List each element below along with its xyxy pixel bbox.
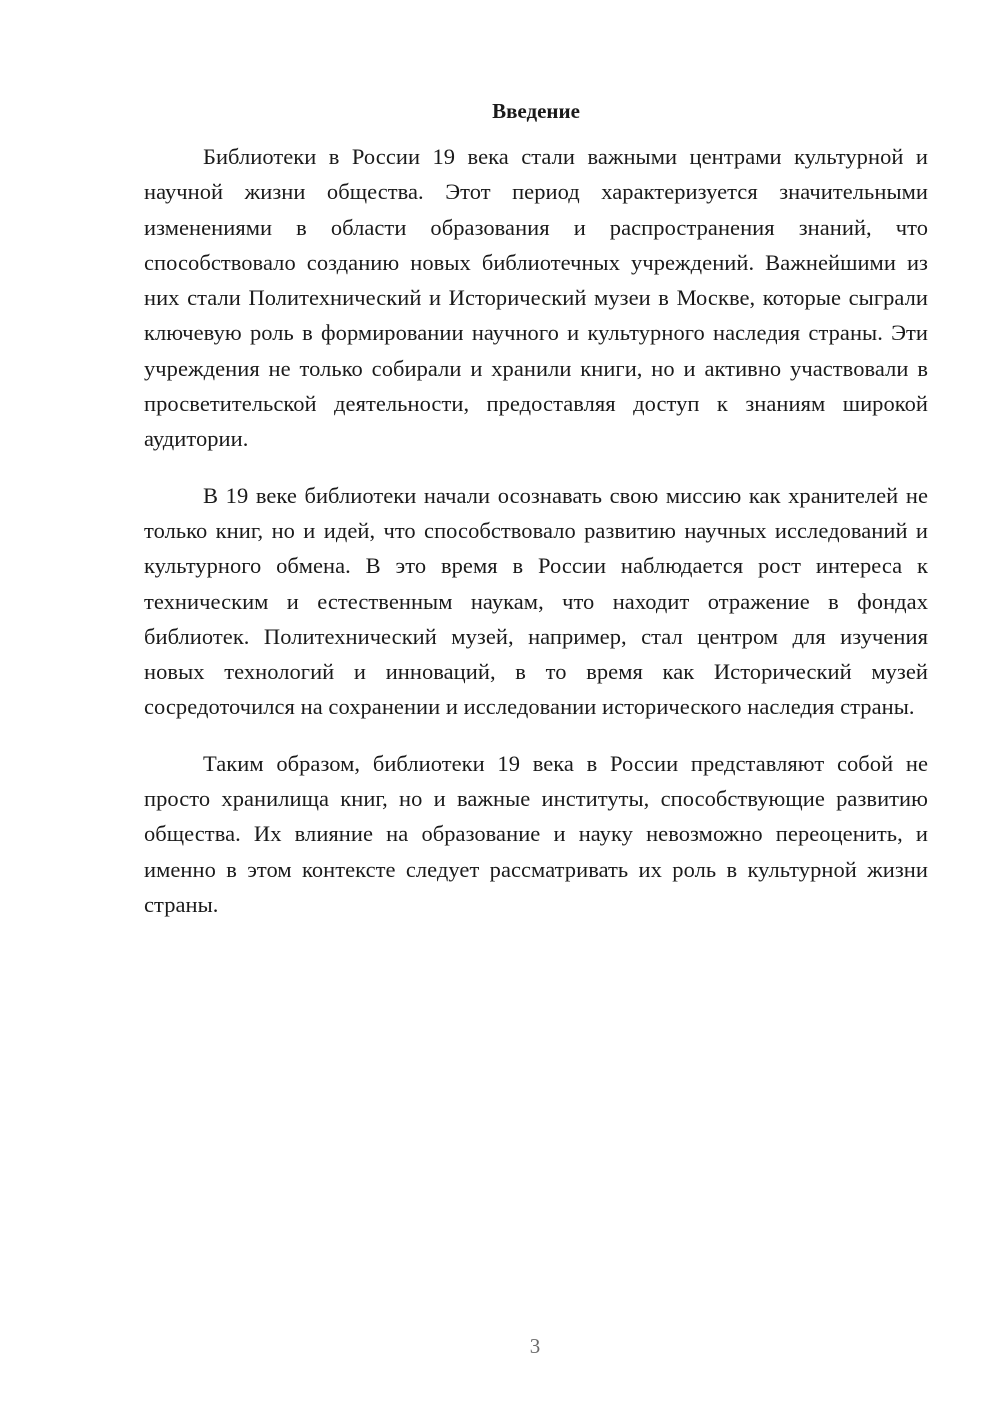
- paragraph-1: Библиотеки в России 19 века стали важными центрами культурной и научной жизни общества. Этот период характеризуется значительными изменениями в области образования и распространения знаний, что способствовало созданию новых библиотечных учреждений. Важнейшими из них стали Политехнический и Исторический музеи в Москве, которые сыграли ключевую роль в формировании научного и культурного наследия страны. Эти учреждения не только собирали и хранили книги, но и активно участвовали в просветительской деятельности, предоставляя доступ к знаниям широкой аудитории.: [144, 144, 928, 452]
- paragraph-3: Таким образом, библиотеки 19 века в России представляют собой не просто хранилища книг, но и важные институты, способствующие развитию общества. Их влияние на образование и науку невозможно переоценить, и именно в этом контексте следует рассматривать их роль в культурной жизни страны.: [144, 750, 928, 917]
- paragraph-2: В 19 веке библиотеки начали осознавать свою миссию как хранителей не только книг, но и идей, что способствовало развитию научных исследований и культурного обмена. В это время в России наблюдается рост интереса к техническим и естественным наукам, что находит отражение в фондах библиотек. Политехнический музей, например, стал центром для изучения новых технологий и инноваций, в то время как Исторический музей сосредоточился на сохранении и исследовании исторического наследия страны.: [144, 482, 928, 720]
- page-number: 3: [529, 1334, 541, 1358]
- section-heading: Введение: [492, 99, 580, 123]
- page-content: [144, 96, 928, 943]
